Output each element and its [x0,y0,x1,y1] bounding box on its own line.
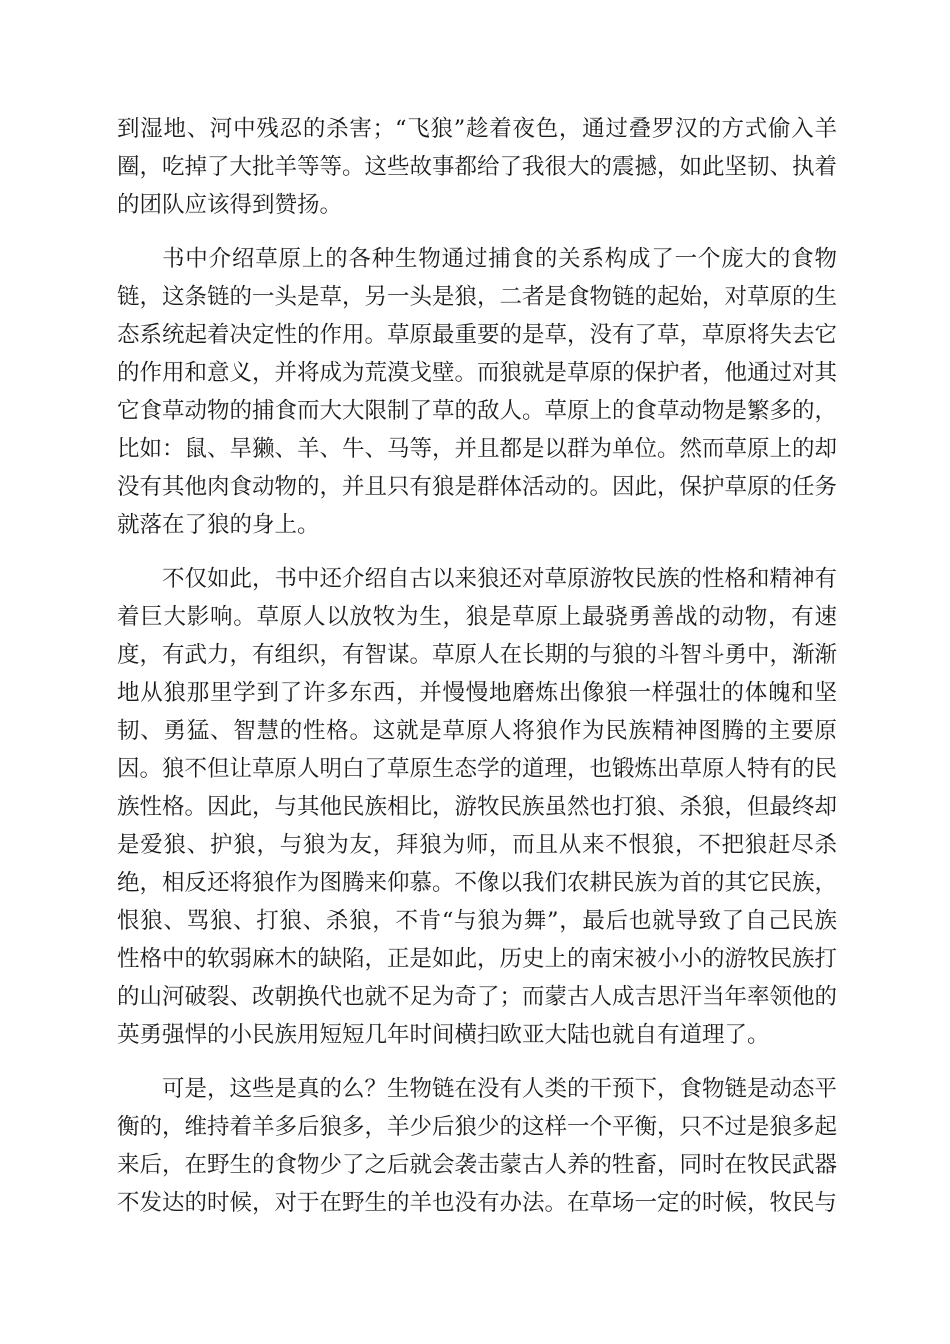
text-line: 比如：鼠、旱獭、羊、牛、马等，并且都是以群为单位。然而草原上的却 [117,436,838,462]
text-line: 恨狼、骂狼、打狼、杀狼，不肯“与狼为舞”，最后也就导致了自己民族 [117,908,837,934]
text-line: 是爱狼、护狼，与狼为友，拜狼为师，而且从来不恨狼，不把狼赶尽杀 [117,832,837,858]
text-line: 因。狼不但让草原人明白了草原生态学的道理，也锻炼出草原人特有的民 [117,756,838,782]
text-line: 可是，这些是真的么？生物链在没有人类的干预下，食物链是动态平 [162,1076,838,1102]
text-line: 到湿地、河中残忍的杀害；“飞狼”趁着夜色，通过叠罗汉的方式偷入羊 [117,116,837,142]
text-line: 没有其他肉食动物的，并且只有狼是群体活动的。因此，保护草原的任务 [117,474,838,500]
text-line: 不发达的时候，对于在野生的羊也没有办法。在草场一定的时候，牧民与 [117,1190,838,1216]
text-line: 地从狼那里学到了许多东西，并慢慢地磨炼出像狼一样强壮的体魄和坚 [117,680,837,706]
text-line: 衡的，维持着羊多后狼多，羊少后狼少的这样一个平衡，只不过是狼多起 [117,1114,838,1140]
text-line: 的山河破裂、改朝换代也就不足为奇了；而蒙古人成吉思汗当年率领他的 [117,984,838,1010]
text-line: 英勇强悍的小民族用短短几年时间横扫欧亚大陆也就自有道理了。 [117,1022,770,1048]
paragraph-1 [117,110,837,224]
paragraph-4 [117,1070,837,1222]
paragraph-3 [117,560,837,1054]
text-line: 圈，吃掉了大批羊等等。这些故事都给了我很大的震撼，如此坚韧、执着 [117,154,838,180]
text-line: 的团队应该得到赞扬。 [117,192,343,218]
text-line: 着巨大影响。草原人以放牧为生，狼是草原上最骁勇善战的动物，有速 [117,604,837,630]
text-line: 态系统起着决定性的作用。草原最重要的是草，没有了草，草原将失去它 [117,322,838,348]
text-line: 的作用和意义，并将成为荒漠戈壁。而狼就是草原的保护者，他通过对其 [117,360,838,386]
text-line: 书中介绍草原上的各种生物通过捕食的关系构成了一个庞大的食物 [162,246,837,272]
text-line: 绝，相反还将狼作为图腾来仰慕。不像以我们农耕民族为首的其它民族， [117,870,838,896]
text-line: 不仅如此，书中还介绍自古以来狼还对草原游牧民族的性格和精神有 [162,566,838,592]
text-line: 韧、勇猛、智慧的性格。这就是草原人将狼作为民族精神图腾的主要原 [117,718,837,744]
text-line: 来后，在野生的食物少了之后就会袭击蒙古人养的牲畜，同时在牧民武器 [117,1152,838,1178]
text-line: 度，有武力，有组织，有智谋。草原人在长期的与狼的斗智斗勇中，渐渐 [117,642,838,668]
text-line: 就落在了狼的身上。 [117,512,320,538]
text-line: 它食草动物的捕食而大大限制了草的敌人。草原上的食草动物是繁多的， [117,398,838,424]
text-line: 性格中的软弱麻木的缺陷，正是如此，历史上的南宋被小小的游牧民族打 [117,946,838,972]
text-line: 族性格。因此，与其他民族相比，游牧民族虽然也打狼、杀狼，但最终却 [117,794,838,820]
paragraph-2 [117,240,837,544]
text-line: 链，这条链的一头是草，另一头是狼，二者是食物链的起始，对草原的生 [117,284,838,310]
